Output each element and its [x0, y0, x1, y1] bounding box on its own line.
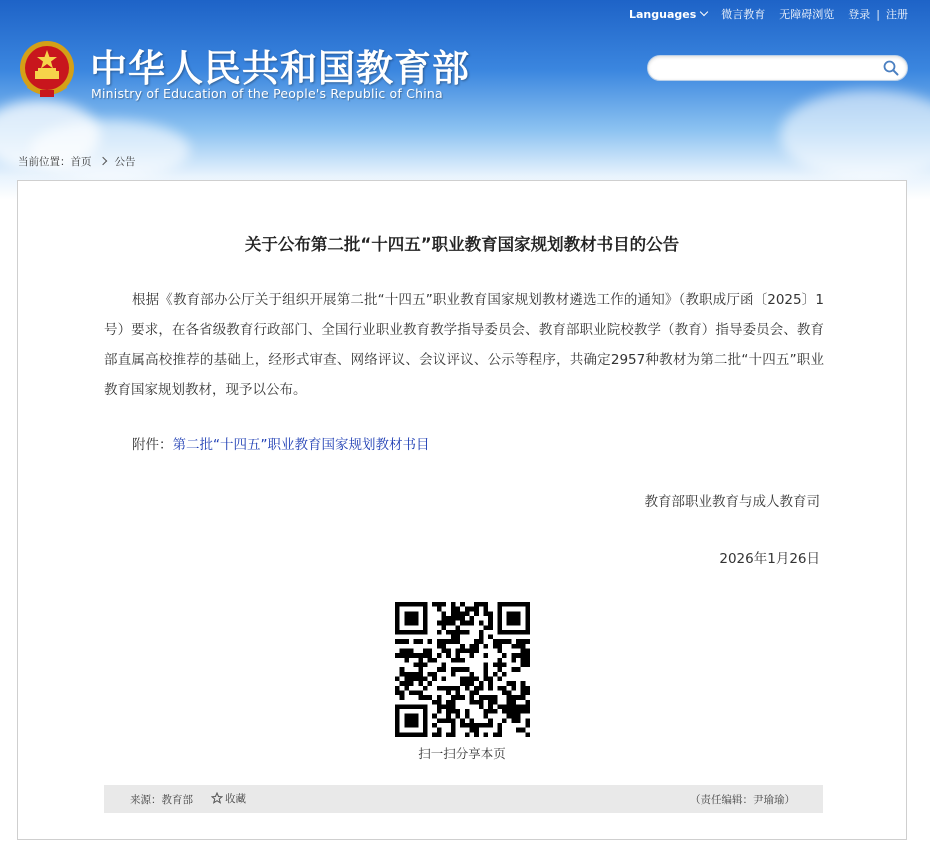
star-icon [211, 792, 223, 804]
accessibility-link[interactable]: 无障碍浏览 [779, 8, 835, 21]
chevron-down-icon [700, 7, 708, 15]
breadcrumb-prefix: 当前位置： [18, 156, 71, 168]
chevron-right-icon [98, 157, 106, 165]
favorite-button[interactable] [211, 791, 246, 806]
article-signer: 教育部职业教育与成人教育司 [644, 494, 820, 510]
article-footer-bar [104, 785, 823, 813]
nav-separator: | [876, 7, 880, 21]
search-input[interactable] [660, 56, 884, 80]
login-link[interactable]: 登录 [848, 8, 871, 21]
article-source: 来源：教育部 [130, 794, 193, 806]
site-header [0, 0, 930, 200]
article-title: 关于公布第二批“十四五”职业教育国家规划教材书目的公告 [244, 235, 680, 254]
top-navigation [629, 6, 908, 22]
site-subtitle: Ministry of Education of the People's Republic of China [91, 86, 443, 101]
breadcrumb-home[interactable]: 首页 [70, 156, 92, 168]
national-emblem-icon [18, 38, 76, 100]
site-title[interactable]: 中华人民共和国教育部 [90, 47, 470, 90]
attachment-label: 附件： [132, 437, 173, 453]
article-card [17, 180, 907, 840]
search-icon[interactable] [883, 60, 899, 76]
article-body: 根据《教育部办公厅关于组织开展第二批“十四五”职业教育国家规划教材遴选工作的通知》（教职成厅函〔2025〕1号）要求，在各省级教育行政部门、全国行业职业教育教学指导委员会、教育部职业院校教学（教育）指导委员会、教育部直属高校推荐的基础上，经形式审查、网络评议、会议评议、公示等程序，共确定2957种教材为第二批“十四五”职业教育国家规划教材，现予以公布。 [104, 292, 824, 398]
article-date: 2026年1月26日 [719, 551, 820, 567]
qr-code-icon [395, 602, 530, 737]
search-box [647, 55, 908, 81]
languages-label: Languages [629, 7, 697, 21]
favorite-label: 收藏 [225, 793, 246, 805]
attachment-link[interactable]: 第二批“十四五”职业教育国家规划教材书目 [172, 437, 430, 453]
languages-menu[interactable] [629, 8, 707, 21]
header-cloud-decoration [30, 120, 190, 180]
breadcrumb [18, 154, 136, 169]
qr-caption: 扫一扫分享本页 [418, 746, 506, 761]
breadcrumb-current[interactable]: 公告 [114, 156, 136, 168]
article-editor: （责任编辑：尹瑜瑜） [690, 794, 795, 806]
register-link[interactable]: 注册 [886, 8, 908, 21]
weibo-link[interactable]: 微言教育 [721, 8, 766, 21]
header-cloud-decoration [780, 90, 930, 180]
attachment-line [132, 433, 430, 453]
